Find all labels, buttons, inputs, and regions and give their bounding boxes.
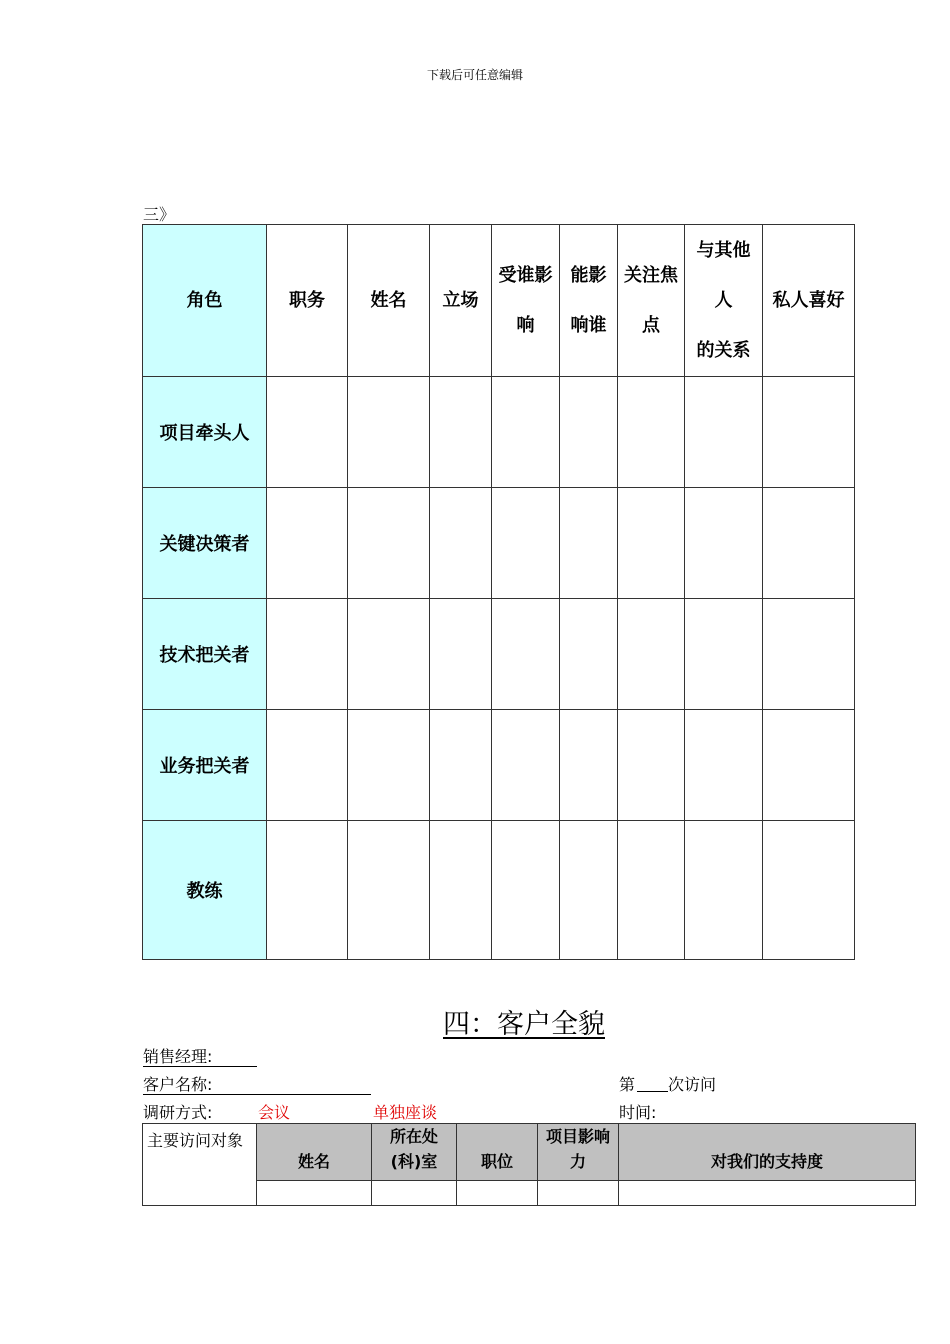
cell[interactable] <box>492 710 560 821</box>
cell[interactable] <box>267 488 348 599</box>
cell[interactable] <box>267 377 348 488</box>
visit-col-project-influence <box>538 1124 619 1181</box>
cell[interactable] <box>492 821 560 960</box>
cell[interactable] <box>560 488 618 599</box>
cell[interactable] <box>560 821 618 960</box>
col-header-can-influence-line1: 能影 <box>570 265 607 286</box>
cell[interactable] <box>763 710 855 821</box>
col-header-personal-preferences: 私人喜好 <box>763 225 855 377</box>
visit-target-table <box>142 1123 916 1206</box>
time-label: 时间: <box>619 1103 657 1122</box>
cell[interactable] <box>430 377 492 488</box>
cell[interactable] <box>430 599 492 710</box>
cell[interactable] <box>618 377 685 488</box>
col-header-relations-line2: 人 <box>714 290 733 311</box>
visit-col-title: 职位 <box>457 1124 538 1181</box>
col-header-can-influence-line2: 响谁 <box>570 315 607 336</box>
col-header-position: 职务 <box>267 225 348 377</box>
col-header-focus <box>618 225 685 377</box>
cell[interactable] <box>348 821 430 960</box>
cell[interactable] <box>348 377 430 488</box>
visit-number-field[interactable] <box>637 1091 668 1092</box>
col-header-relations-line1: 与其他 <box>696 240 751 261</box>
cell[interactable] <box>430 710 492 821</box>
cell[interactable] <box>372 1181 457 1206</box>
cell[interactable] <box>430 488 492 599</box>
cell[interactable] <box>618 821 685 960</box>
col-header-relations <box>685 225 763 377</box>
cell[interactable] <box>267 710 348 821</box>
cell[interactable] <box>618 488 685 599</box>
customer-name-field[interactable] <box>143 1094 371 1095</box>
visit-table-header-row <box>143 1124 916 1181</box>
visit-col-project-influence-line2: 力 <box>569 1152 586 1171</box>
col-header-can-influence <box>560 225 618 377</box>
cell[interactable] <box>763 599 855 710</box>
cell[interactable] <box>619 1181 916 1206</box>
col-header-influenced-by <box>492 225 560 377</box>
row-label-technical-gatekeeper: 技术把关者 <box>143 599 267 710</box>
col-header-focus-line1: 关注焦 <box>624 265 678 286</box>
cell[interactable] <box>267 599 348 710</box>
row-label-key-decision-maker: 关键决策者 <box>143 488 267 599</box>
cell[interactable] <box>348 710 430 821</box>
table-row <box>143 488 855 599</box>
row-label-coach: 教练 <box>143 821 267 960</box>
method-option-meeting[interactable]: 会议 <box>258 1103 291 1122</box>
cell[interactable] <box>457 1181 538 1206</box>
cell[interactable] <box>685 821 763 960</box>
cell[interactable] <box>492 377 560 488</box>
visit-number-suffix: 次访问 <box>668 1075 717 1094</box>
table-row <box>143 821 855 960</box>
cell[interactable] <box>685 710 763 821</box>
visit-col-project-influence-line1: 项目影响 <box>545 1127 610 1146</box>
col-header-name: 姓名 <box>348 225 430 377</box>
main-visit-target-label: 主要访问对象 <box>143 1124 257 1206</box>
col-header-influenced-by-line2: 响 <box>516 315 535 336</box>
cell[interactable] <box>685 488 763 599</box>
research-method-label: 调研方式: <box>143 1103 213 1122</box>
method-option-private-talk[interactable]: 单独座谈 <box>373 1103 438 1122</box>
visit-col-department <box>372 1124 457 1181</box>
col-header-focus-line2: 点 <box>642 315 660 336</box>
visit-col-department-line2: (科)室 <box>390 1152 438 1171</box>
cell[interactable] <box>618 710 685 821</box>
sales-manager-field[interactable] <box>143 1066 257 1067</box>
cell[interactable] <box>763 488 855 599</box>
col-header-influenced-by-line1: 受谁影 <box>498 265 553 286</box>
cell[interactable] <box>763 821 855 960</box>
col-header-stance: 立场 <box>430 225 492 377</box>
col-header-relations-line3: 的关系 <box>696 340 751 361</box>
cell[interactable] <box>560 599 618 710</box>
cell[interactable] <box>560 377 618 488</box>
table-row <box>143 1181 916 1206</box>
cell[interactable] <box>348 488 430 599</box>
table-row <box>143 377 855 488</box>
cell[interactable] <box>685 599 763 710</box>
role-table-header-row <box>143 225 855 377</box>
cell[interactable] <box>492 488 560 599</box>
cell[interactable] <box>763 377 855 488</box>
customer-name-label: 客户名称: <box>143 1075 213 1094</box>
visit-col-name: 姓名 <box>257 1124 372 1181</box>
row-label-project-lead: 项目牵头人 <box>143 377 267 488</box>
col-header-role: 角色 <box>143 225 267 377</box>
table-row <box>143 599 855 710</box>
cell[interactable] <box>430 821 492 960</box>
table-row <box>143 710 855 821</box>
section-3-marker: 三》 <box>143 205 176 224</box>
cell[interactable] <box>618 599 685 710</box>
cell[interactable] <box>492 599 560 710</box>
row-label-business-gatekeeper: 业务把关者 <box>143 710 267 821</box>
section-4-title: 四：客户全貌 <box>443 1009 605 1040</box>
cell[interactable] <box>267 821 348 960</box>
cell[interactable] <box>560 710 618 821</box>
cell[interactable] <box>538 1181 619 1206</box>
cell[interactable] <box>685 377 763 488</box>
visit-col-support-level: 对我们的支持度 <box>619 1124 916 1181</box>
visit-col-department-line1: 所在处 <box>389 1127 438 1146</box>
cell[interactable] <box>257 1181 372 1206</box>
sales-manager-label: 销售经理: <box>143 1047 213 1066</box>
visit-number-prefix: 第 <box>619 1075 636 1094</box>
stakeholder-role-table <box>142 224 855 960</box>
cell[interactable] <box>348 599 430 710</box>
header-note: 下载后可任意编辑 <box>426 68 523 82</box>
